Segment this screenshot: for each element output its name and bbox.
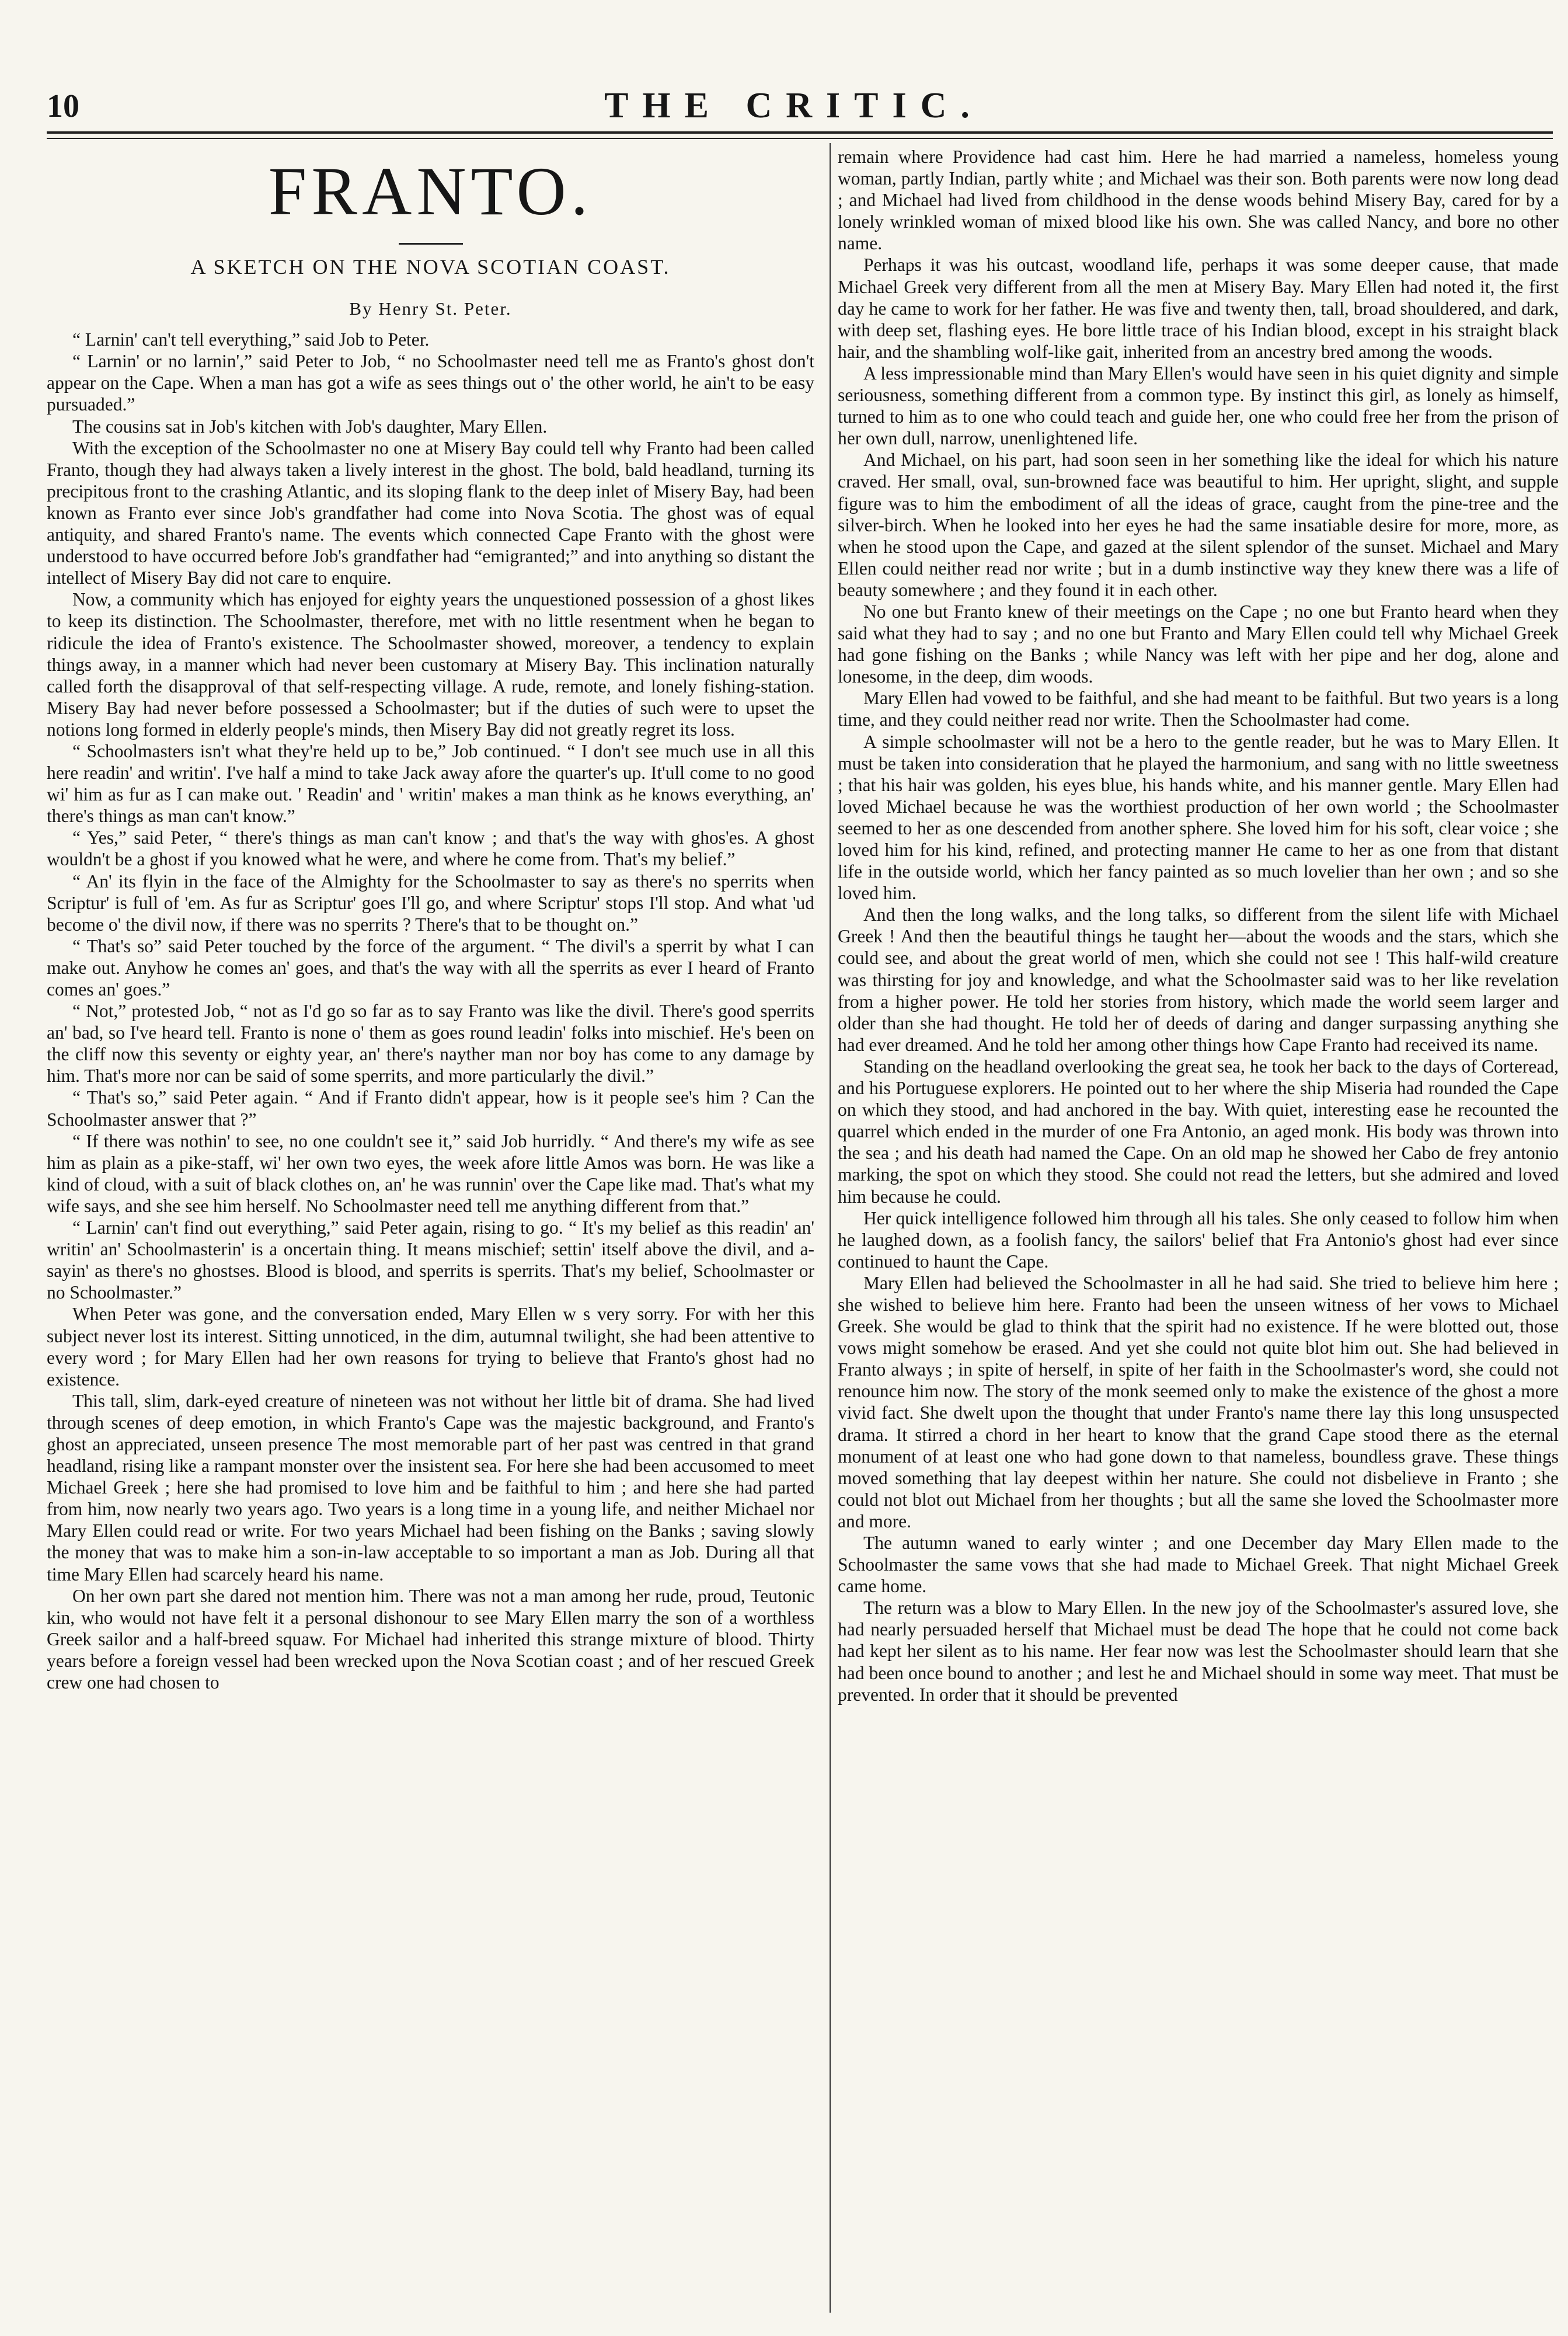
paragraph: And then the long walks, and the long talks, so different from the silent life with Michael Greek ! And then the beautiful things he taught her—about the woods and the stars, which she could see, and about the great world of men, which she could not see ! This half-wild creature was thirsting for joy and knowledge, and what the Schoolmaster said was to her like revelation from a higher power. He told her stories from history, which made the world seem larger and older than she had thought. He told her of deeds of daring and danger surpassing anything she had ever dreamed. And he told her among other things how Cape Franto had received its name. [838,904,1559,1055]
paragraph: “ Yes,” said Peter, “ there's things as man can't know ; and that's the way with ghos'es. A ghost wouldn't be a ghost if you knowed what he were, and where he come from. That's my belief.” [47,827,814,870]
paragraph: “ An' its flyin in the face of the Almighty for the Schoolmaster to say as there's no sperrits when Scriptur' is full of 'em. As fur as Scriptur' goes I'll go, and where Scriptur' stops I'll stop. And what 'ud become o' the divil now, if there was no sperrits ? There's that to be thought on.” [47,871,814,935]
left-column [47,146,814,2318]
paragraph: Mary Ellen had believed the Schoolmaster in all he had said. She tried to believe him here ; she wished to believe him here. Franto had been the unseen witness of her vows to Michael Greek. She would be glad to think that the spirit had no existence. If he were blotted out, those vows might somehow be erased. And yet she could not quite blot him out. She had believed in Franto always ; in spite of herself, in spite of her faith in the Schoolmaster's word, she could not renounce him now. The story of the monk seemed only to make the existence of the ghost a more vivid fact. She dwelt upon the thought that under Franto's name there lay this long unsuspected drama. It stirred a chord in her heart to know that the grand Cape stood there as the eternal monument of at least one who had gone down to that nameless, boundless grave. These things moved something that lay deepest within her nature. She could not disbelieve in Franto ; she could not blot out Michael from her thoughts ; but all the same she loved the Schoolmaster more and more. [838,1272,1559,1531]
paragraph: “ Larnin' or no larnin',” said Peter to Job, “ no Schoolmaster need tell me as Franto's ghost don't appear on the Cape. When a man has got a wife as sees things out o' the other world, he ain't to be easy pursuaded.” [47,351,814,415]
header-rule-thin [47,138,1553,139]
header-rule-thick [47,131,1553,134]
paragraph: The cousins sat in Job's kitchen with Job's daughter, Mary Ellen. [72,416,548,437]
paragraph: remain where Providence had cast him. Here he had married a nameless, homeless young woman, partly Indian, partly white ; and Michael was their son. Both parents were now long dead ; and Michael had lived from childhood in the dense woods behind Misery Bay, cared for by a lonely wrinkled woman of mixed blood like his own. She was called Nancy, and bore no other name. [838,147,1559,254]
paragraph: When Peter was gone, and the conversation ended, Mary Ellen w s very sorry. For with her this subject never lost its interest. Sitting unnoticed, in the dim, autumnal twilight, she had been attentive to every word ; for Mary Ellen had her own reasons for trying to believe that Franto's ghost had no existence. [47,1304,814,1390]
paragraph: On her own part she dared not mention him. There was not a man among her rude, proud, Teutonic kin, who would not have felt it a personal dishonour to see Mary Ellen marry the son of a worthless Greek sailor and a half-breed squaw. For Michael had inherited this strange mixture of blood. Thirty years before a foreign vessel had been wrecked upon the Nova Scotian coast ; and of her rescued Greek crew one had chosen to [47,1585,814,1693]
page-number: 10 [47,88,79,124]
right-column [838,146,1559,2318]
paragraph: Standing on the headland overlooking the great sea, he took her back to the days of Corteread, and his Portuguese explorers. He pointed out to her where the ship Miseria had rounded the Cape on which they stood, and had anchored in the bay. With quiet, interesting ease he recounted the quarrel which ended in the murder of one Fra Antonio, an aged monk. His body was thrown into the sea ; and his death had named the Cape. On an old map he showed her Cabo de frey antonio marking, the spot on which they stood. She could not read the letters, but she admired and loved him because he could. [838,1056,1559,1207]
paragraph: Perhaps it was his outcast, woodland life, perhaps it was some deeper cause, that made Michael Greek very different from all the men at Misery Bay. Mary Ellen had noted it, the first day he came to work for her father. He was five and twenty then, tall, broad shouldered, and dark, with deep set, flashing eyes. He bore little trace of his Indian blood, except in his straight black hair, and the shambling wolf-like gait, inherited from an ancestry bred among the woods. [838,255,1559,362]
paragraph: This tall, slim, dark-eyed creature of nineteen was not without her little bit of drama. She had lived through scenes of deep emotion, in which Franto's Cape was the majestic background, and Franto's ghost an appreciated, unseen presence The most memorable part of her past was centred in that grand headland, rising like a rampant monster over the insistent sea. For here she had been accusomed to meet Michael Greek ; here she had promised to love him and be faithful to him ; and here she had parted from him, now nearly two years ago. Two years is a long time in a young life, and neither Michael nor Mary Ellen could read or write. For two years Michael had been fishing on the Banks ; saving slowly the money that was to make him a son-in-law acceptable to so important a man as Job. During all that time Mary Ellen had scarcely heard his name. [47,1390,814,1585]
paragraph: Mary Ellen had vowed to be faithful, and she had meant to be faithful. But two years is a long time, and they could neither read nor write. Then the Schoolmaster had come. [838,688,1559,730]
article-title: FRANTO. [268,153,593,229]
paragraph: A simple schoolmaster will not be a hero to the gentle reader, but he was to Mary Ellen. It must be taken into consideration that he played the harmonium, and sang with no little sweetness ; that his hair was golden, his eyes blue, his hands white, and his manner gentle. Mary Ellen had loved Michael because he was the worthiest production of her own world ; the Schoolmaster seemed to her as one descended from another sphere. She loved him for his soft, clear voice ; she loved him for his kind, refined, and protecting manner He came to her as one from that distant life in the outside world, which her fancy painted as so much lovelier than her own ; and so she loved him. [838,731,1559,904]
paragraph: With the exception of the Schoolmaster no one at Misery Bay could tell why Franto had been called Franto, though they had always taken a lively interest in the ghost. The bold, bald headland, turning its precipitous front to the crashing Atlantic, and its sloping flank to the deep inlet of Misery Bay, had been known as Franto ever since Job's grandfather had come into Nova Scotia. The ghost was of equal antiquity, and shared Franto's name. The events which connected Cape Franto with the ghost were understood to have occurred before Job's grandfather had “emigranted;” and into anything so distant the intellect of Misery Bay did not care to enquire. [47,437,814,589]
paragraph: No one but Franto knew of their meetings on the Cape ; no one but Franto heard when they said what they had to say ; and no one but Franto and Mary Ellen could tell why Michael Greek had gone fishing on the Banks ; while Nancy was left with her pipe and her dog, alone and lonesome, in the deep, dim woods. [838,601,1559,687]
paragraph: “ If there was nothin' to see, no one couldn't see it,” said Job hurridly. “ And there's my wife as see him as plain as a pike-staff, wi' her own two eyes, the week afore little Amos was born. He was like a kind of cloud, with a suit of black clothes on, an' he was runnin' over the Cape like mad. That's what my wife says, and she see him herself. No Schoolmaster need tell me anything different from that.” [47,1130,814,1216]
paragraph: “ Not,” protested Job, “ not as I'd go so far as to say Franto was like the divil. There's good sperrits an' bad, so I've heard tell. Franto is none o' them as goes round leadin' folks into mischief. He's been on the cliff now this seventy or eighty year, an' there's nayther man nor boy has come to any damage by him. That's more nor can be said of some sperrits, and more particularly the divil.” [47,1001,814,1087]
page-header [47,82,1541,134]
paragraph: The autumn waned to early winter ; and one December day Mary Ellen made to the Schoolmaster the same vows that she had made to Michael Greek. That night Michael Greek came home. [838,1533,1559,1597]
paragraph: “ Larnin' can't tell everything,” said Job to Peter. [72,329,430,350]
article-byline: By Henry St. Peter. [349,298,512,319]
paragraph: A less impressionable mind than Mary Ellen's would have seen in his quiet dignity and simple seriousness, something different from a common type. By instinct this girl, as lonely as himself, turned to him as to one who could teach and guide her, one who could free her from the prison of her own dull, narrow, unenlightened life. [838,363,1559,449]
paragraph: The return was a blow to Mary Ellen. In the new joy of the Schoolmaster's assured love, she had nearly persuaded herself that Michael must be dead The hope that he could not come back had kept her silent as to his name. Her fear now was lest the Schoolmaster should learn that she had been once bound to another ; and lest he and Michael should in some way meet. That must be prevented. In order that it should be prevented [838,1597,1559,1705]
paragraph: “ That's so,” said Peter again. “ And if Franto didn't appear, how is it people see's him ? Can the Schoolmaster answer that ?” [47,1087,814,1130]
paragraph: And Michael, on his part, had soon seen in her something like the ideal for which his nature craved. Her small, oval, sun-browned face was beautiful to him. Her upright, slight, and supple figure was to him the embodiment of all the ideas of grace, caught from the pine-tree and the silver-birch. When he looked into her eyes he had the same insatiable desire for more, more, as when he stood upon the Cape, and gazed at the silent splendor of the sunset. Michael and Mary Ellen could neither read nor write ; but in a dumb instinctive way they knew there was a life of beauty somewhere ; and they found it in each other. [838,450,1559,600]
title-rule [399,243,463,245]
paragraph: “ Schoolmasters isn't what they're held up to be,” Job continued. “ I don't see much use in all this here readin' and writin'. I've half a mind to take Jack away afore the quarter's up. It'ull come to no good wi' him as fur as I can make out. ' Readin' and ' writin' makes a man think as he knows everything, an' there's things as man can't know.” [47,740,814,827]
right-column-body [838,146,1559,1705]
journal-title: THE CRITIC. [604,86,984,126]
left-column-body [47,329,814,1693]
column-divider [830,143,831,2313]
paragraph: Her quick intelligence followed him through all his tales. She only ceased to follow him when he laughed down, as a foolish fancy, the sailors' belief that Fra Antonio's ghost had ever since continued to haunt the Cape. [838,1207,1559,1272]
paragraph: “ That's so” said Peter touched by the force of the argument. “ The divil's a sperrit by what I can make out. Anyhow he comes an' goes, and that's the way with all the sperrits as ever I heard of Franto comes an' goes.” [47,935,814,1000]
paragraph: Now, a community which has enjoyed for eighty years the unquestioned possession of a ghost likes to keep its distinction. The Schoolmaster, therefore, met with no little resentment when he began to ridicule the idea of Franto's existence. The Schoolmaster showed, moreover, a tendency to explain things away, in a manner which had never been customary at Misery Bay. This inclination naturally called forth the disapproval of that self-respecting village. A rude, remote, and lonely fishing-station. Misery Bay had never before possessed a Schoolmaster; but if the duties of such were to upset the notions long formed in elderly people's minds, then Misery Bay did not greatly regret its loss. [47,589,814,740]
article-subtitle: A SKETCH ON THE NOVA SCOTIAN COAST. [190,255,671,278]
paragraph: “ Larnin' can't find out everything,” said Peter again, rising to go. “ It's my belief as this readin' an' writin' an' Schoolmasterin' is a oncertain thing. It means mischief; settin' itself above the divil, and a-sayin' as there's no ghostses. Blood is blood, and sperrits is sperrits. That's my belief, Schoolmaster or no Schoolmaster.” [47,1217,814,1303]
